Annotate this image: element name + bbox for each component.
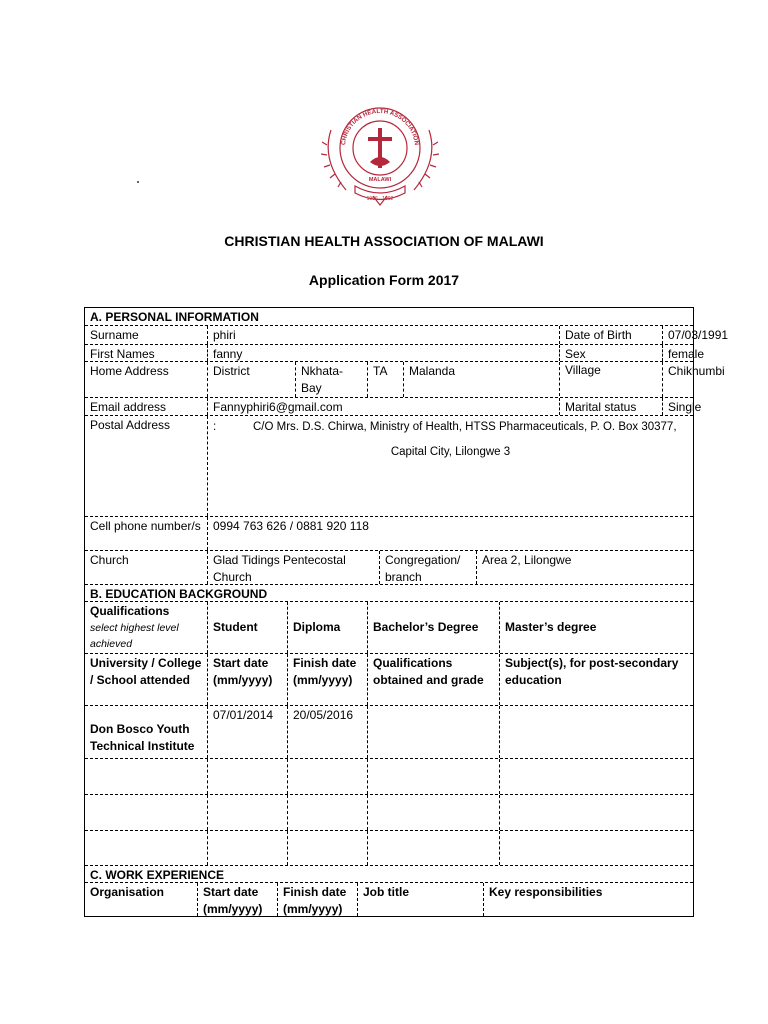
section-title: C. WORK EXPERIENCE <box>90 868 225 882</box>
dob-value[interactable]: 07/03/1991 <box>662 326 693 344</box>
education-row-empty <box>85 830 693 865</box>
sex-value[interactable]: female <box>662 345 693 361</box>
qual-option-bachelor[interactable]: Bachelor’s Degree <box>367 602 499 653</box>
church-label: Church <box>90 553 129 567</box>
qualifications-label-cell <box>85 602 207 653</box>
org-name: CHRISTIAN HEALTH ASSOCIATION OF MALAWI <box>224 233 544 249</box>
svg-text:MALAWI: MALAWI <box>368 177 392 183</box>
district-label: District <box>207 362 295 397</box>
row-email <box>85 397 702 415</box>
empty-cell[interactable] <box>287 795 367 830</box>
section-title: B. EDUCATION BACKGROUND <box>90 587 268 601</box>
header-responsibilities: Key responsibilities <box>483 883 693 916</box>
section-personal-header <box>85 308 693 325</box>
dob-label: Date of Birth <box>559 326 662 344</box>
finish-date-value[interactable]: 20/05/2016 <box>287 706 367 758</box>
village-label-cell <box>474 362 662 397</box>
empty-cell[interactable] <box>367 759 499 794</box>
row-qualifications <box>85 601 693 653</box>
education-row-empty <box>85 794 693 830</box>
header-job-title: Job title <box>357 883 483 916</box>
scan-speck <box>137 181 139 183</box>
empty-cell[interactable] <box>207 795 287 830</box>
row-church <box>85 550 693 584</box>
sex-label: Sex <box>559 345 662 361</box>
cell-label: Cell phone number/s <box>90 519 201 533</box>
empty-cell[interactable] <box>367 795 499 830</box>
start-date-value[interactable]: 07/01/2014 <box>207 706 287 758</box>
qualifications-hint: select highest level achieved <box>90 622 179 650</box>
qualification-value[interactable] <box>367 706 499 758</box>
header-subjects: Subject(s), for post-secondary education <box>499 654 693 705</box>
first-names-value[interactable]: fanny <box>207 345 559 361</box>
congregation-label: Congregation/ branch <box>379 551 476 584</box>
ta-value[interactable]: Malanda <box>403 362 474 397</box>
svg-text:1966 · 1992: 1966 · 1992 <box>366 196 394 202</box>
postal-colon: : <box>213 421 217 433</box>
application-form <box>84 307 729 917</box>
congregation-value[interactable]: Area 2, Lilongwe <box>476 551 693 584</box>
header-school: University / College / School attended <box>90 656 202 687</box>
row-postal-address <box>85 415 693 516</box>
qual-option-master[interactable]: Master’s degree <box>499 602 693 653</box>
empty-cell[interactable] <box>499 795 693 830</box>
ta-label: TA <box>367 362 403 397</box>
postal-line-2: Capital City, Lilongwe 3 <box>390 446 511 458</box>
svg-text:CHRISTIAN HEALTH ASSOCIATION: CHRISTIAN HEALTH ASSOCIATION <box>340 107 420 146</box>
header-organisation: Organisation <box>90 885 165 899</box>
church-value[interactable]: Glad Tidings Pentecostal Church <box>207 551 379 584</box>
education-row <box>85 705 693 758</box>
row-education-headers <box>85 653 693 705</box>
row-first-names <box>85 344 705 361</box>
section-education-header <box>85 584 693 601</box>
row-cell-phone <box>85 516 693 550</box>
empty-cell[interactable] <box>207 759 287 794</box>
school-value[interactable]: Don Bosco Youth Technical Institute <box>90 722 195 753</box>
header-work-start: Start date (mm/yyyy) <box>197 883 277 916</box>
empty-cell[interactable] <box>499 759 693 794</box>
empty-cell[interactable] <box>287 831 367 865</box>
section-work-header <box>85 865 693 882</box>
cell-value[interactable]: 0994 763 626 / 0881 920 118 <box>207 517 693 550</box>
row-work-headers <box>85 882 693 916</box>
village-label: Village <box>559 362 601 396</box>
empty-cell[interactable] <box>367 831 499 865</box>
form-title: Application Form 2017 <box>308 272 460 288</box>
home-address-label: Home Address <box>90 364 169 378</box>
qual-option-diploma[interactable]: Diploma <box>287 602 367 653</box>
cham-logo <box>321 100 439 208</box>
header-finish-date: Finish date (mm/yyyy) <box>287 654 367 705</box>
empty-cell[interactable] <box>287 759 367 794</box>
empty-cell[interactable] <box>499 831 693 865</box>
email-value[interactable]: Fannyphiri6@gmail.com <box>207 398 559 415</box>
village-value[interactable]: Chikhumbi <box>662 362 693 397</box>
postal-label: Postal Address <box>90 418 171 432</box>
row-surname <box>85 325 729 344</box>
empty-cell[interactable] <box>85 795 207 830</box>
empty-cell[interactable] <box>207 831 287 865</box>
subjects-value[interactable] <box>499 706 693 758</box>
qualifications-label: Qualifications <box>90 604 170 618</box>
email-label: Email address <box>90 400 167 414</box>
header-start-date: Start date (mm/yyyy) <box>207 654 287 705</box>
empty-cell[interactable] <box>85 831 207 865</box>
section-title: A. PERSONAL INFORMATION <box>90 310 259 324</box>
header-work-finish: Finish date (mm/yyyy) <box>277 883 357 916</box>
marital-label: Marital status <box>559 398 662 415</box>
marital-value[interactable]: Single <box>662 398 693 415</box>
surname-value[interactable]: phiri <box>207 326 559 344</box>
education-row-empty <box>85 758 693 794</box>
postal-value[interactable] <box>207 416 693 516</box>
district-value[interactable]: Nkhata-Bay <box>295 362 367 397</box>
header-qualification: Qualifications obtained and grade <box>367 654 499 705</box>
first-names-label: First Names <box>90 347 155 361</box>
row-home-address <box>85 361 725 397</box>
postal-line-1: C/O Mrs. D.S. Chirwa, Ministry of Health, HTSS Pharmaceuticals, P. O. Box 30377, <box>253 421 677 433</box>
surname-label: Surname <box>90 328 139 342</box>
qual-option-student[interactable]: Student <box>207 602 287 653</box>
empty-cell[interactable] <box>85 759 207 794</box>
